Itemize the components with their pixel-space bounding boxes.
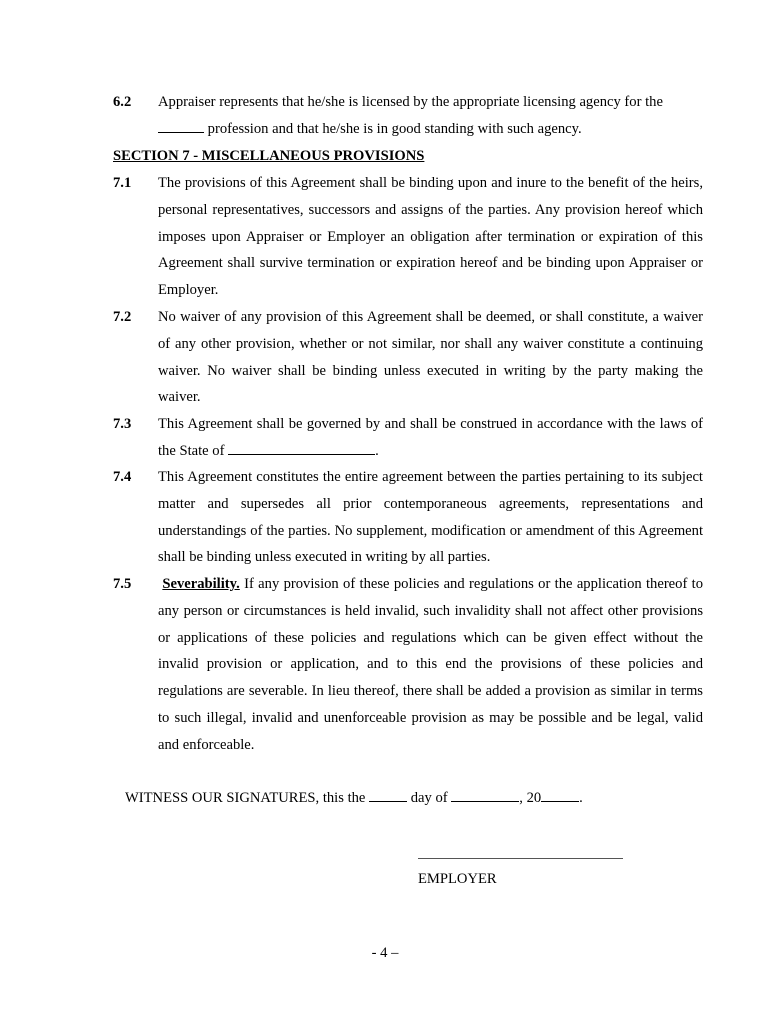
state-blank[interactable] [228,439,375,455]
employer-label: EMPLOYER [418,871,497,887]
clause-number: 7.4 [113,469,132,485]
witness-day-of: day of [410,790,448,806]
clause-text: If any provision of these policies and regulations or the application thereof to any person or circumstances is held invalid, such invalidity shall not affect other provisions or applications of these policies and regulations which can be given effect without the invalid provision or application, and to this end the provisions of these policies and regulations are severable. In lieu thereof, there shall be added a provision as similar in terms to such illegal, invalid and unenforceable provision as may be possible and be legal, valid and enforceable. [158,576,704,753]
witness-year-prefix: , 20 [519,790,542,806]
witness-end: . [579,790,583,806]
witness-text: WITNESS OUR SIGNATURES, this the [125,790,366,806]
clause-text: This Agreement constitutes the entire agreement between the parties pertaining to its subject matter and supersedes all prior contemporaneous agreements, representations and understandings of the parties. No supplement, modification or amendment of this Agreement shall be binding unless executed in writing by all parties. [158,469,703,566]
clause-7-3 [113,411,703,465]
clause-body [158,411,703,465]
profession-blank[interactable] [158,117,204,133]
clause-number: 7.2 [113,309,132,325]
year-blank[interactable] [541,786,579,802]
clause-7-1 [113,170,703,304]
clause-number: 7.5 [113,576,132,592]
severability-title: Severability. [162,576,240,592]
clause-7-5 [113,571,703,759]
signature-line[interactable] [418,858,623,859]
section-heading: SECTION 7 - MISCELLANEOUS PROVISIONS [113,148,425,164]
clause-number: 6.2 [113,94,132,110]
clause-text-line-2 [158,116,703,143]
clause-end: . [375,442,379,459]
clause-number: 7.3 [113,416,132,432]
clause-7-2 [113,304,703,411]
month-blank[interactable] [451,786,519,802]
day-blank[interactable] [369,786,407,802]
clause-body [158,89,703,143]
clause-6-2 [113,89,703,143]
clause-text: The provisions of this Agreement shall be binding upon and inure to the benefit of the heirs, personal representatives, successors and assigns of the parties. Any provision hereof which imposes upon Appraiser or Employer an obligation after termination or expiration of this Agreement shall survive termination or expiration hereof and be binding upon Appraiser or Employer. [158,175,703,299]
page-number: - 4 – [371,945,399,961]
clause-text: No waiver of any provision of this Agreement shall be deemed, or shall constitute, a waiver of any other provision, whether or not similar, nor shall any waiver constitute a continuing waiver. No waiver shall be binding unless executed in writing by the party making the waiver. [158,309,703,406]
witness-line [125,785,583,812]
clause-text: Appraiser represents that he/she is licensed by the appropriate licensing agency for the [158,94,663,110]
clause-text: This Agreement shall be governed by and shall be construed in accordance with the laws of the State of [158,416,703,459]
clause-body [158,571,703,759]
clause-number: 7.1 [113,175,132,191]
clause-7-4 [113,464,703,571]
clause-text-continued: profession and that he/she is in good standing with such agency. [207,120,582,137]
